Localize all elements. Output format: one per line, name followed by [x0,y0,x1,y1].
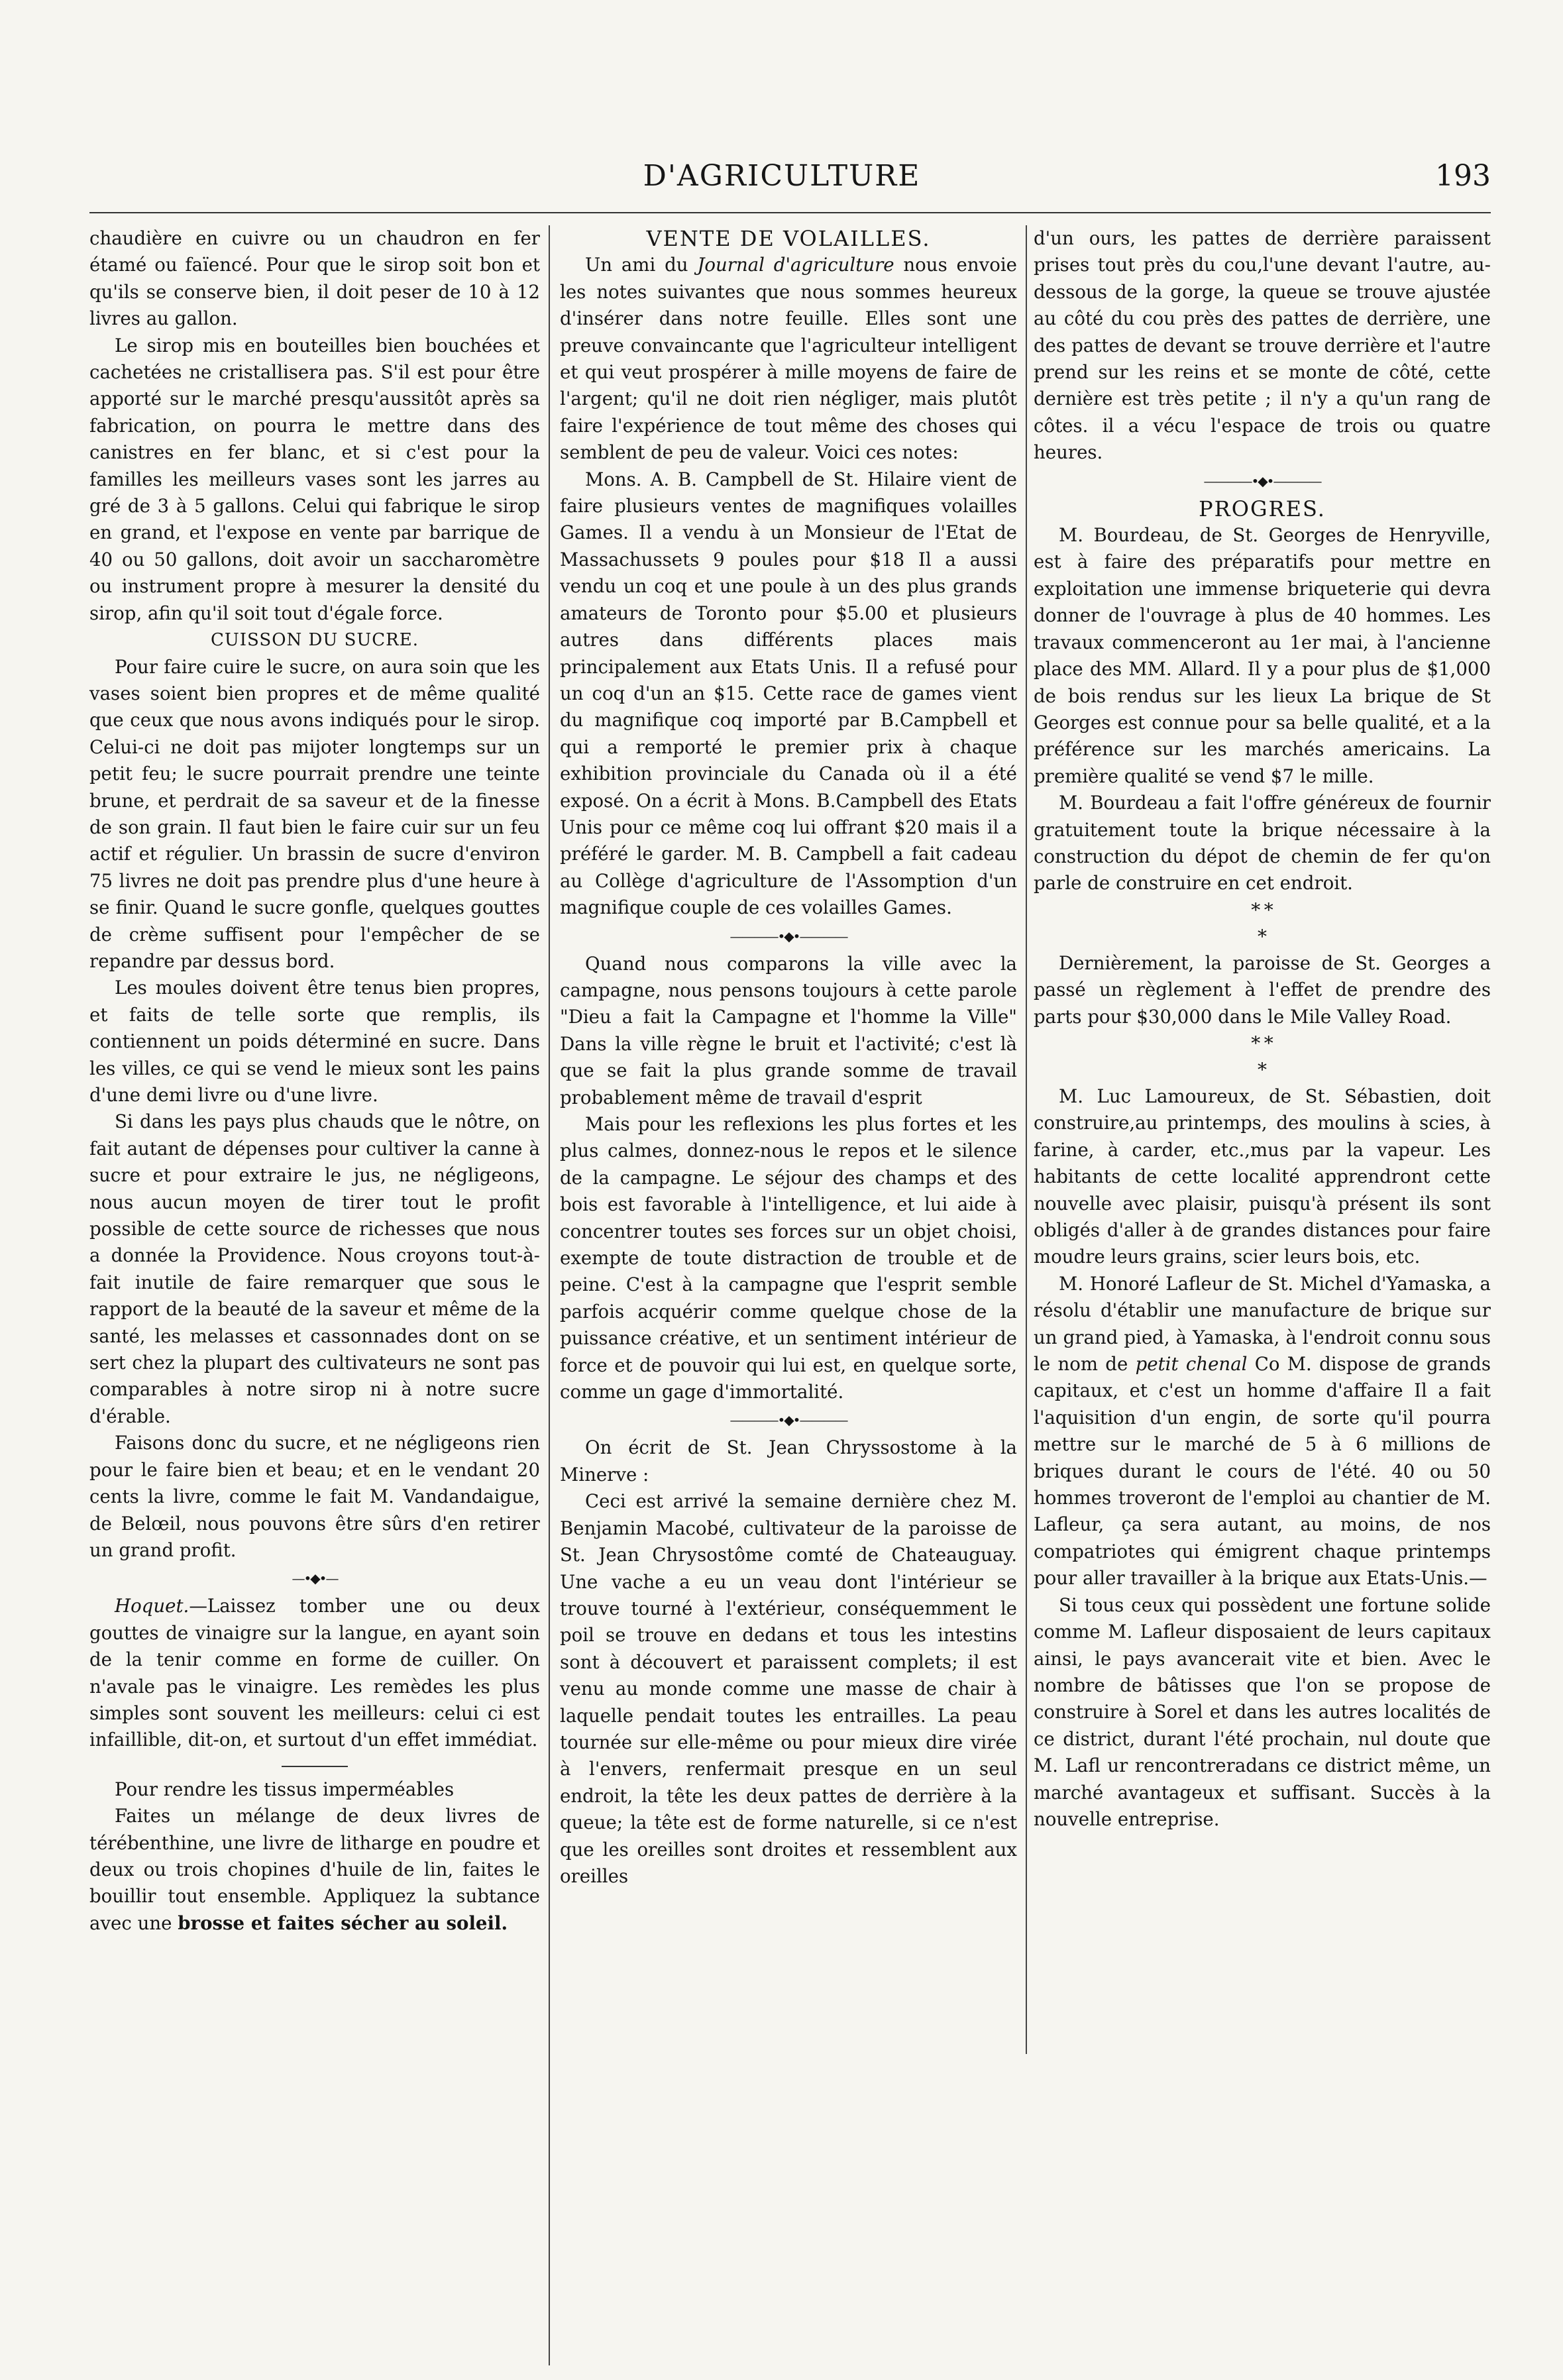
paragraph: Le sirop mis en bouteilles bien bouchées et cachetées ne cristallisera pas. S'il est pour être apporté sur le marché presqu'aussitôt après sa fabrication, on pourra le mettre dans des canistres en fer blanc, et si c'est pour la familles les meilleurs vases sont les jarres au gré de 3 à 5 gallons. Celui qui fabrique le sirop en grand, et l'expose en vente par barrique de 40 ou 50 gallons, doit avoir un saccharomètre ou instrument propre à mesurer la densité du sirop, afin qu'il soit tout d'égale force. [89,334,540,624]
ornament-separator: ————•◆•———— [729,928,847,944]
column-divider-1 [549,225,550,2365]
paragraph [560,252,1017,466]
page-header [73,159,1491,199]
paragraph: On écrit de St. Jean Chryssostome à la Minerve : [560,1436,1017,1486]
paragraph: Mons. A. B. Campbell de St. Hilaire vient de faire plusieurs ventes de magnifiques volailles Games. Il a vendu à un Monsieur de l'Etat de Massachussets 9 poules pour $18 Il a aussi vendu un coq et une poule à un des plus grands amateurs de Toronto pour $5.00 et plusieurs autres dans différents places mais principalement aux Etats Unis. Il a refusé pour un coq d'un an $15. Cette race de games vient du magnifique coq importé par B.Campbell et qui a remporté le premier prix à chaque exhibition provinciale du Canada où il a été exposé. On a écrit à Mons. B.Campbell des Etats Unis pour ce même coq lui offrant $20 mais il a préféré le garder. M. B. Campbell a fait cadeau au Collège d'agriculture de l'Assomption d'un magnifique couple de ces volailles Games. [560,468,1017,919]
hoquet-label: Hoquet. [115,1595,189,1617]
paragraph: M. Luc Lamoureux, de St. Sébastien, doit construire,au printemps, des moulins à scies, à farine, à carder, etc.,mus par la vapeur. Les habitants de cette localité apprendront cette nouvelle avec plaisir, puisqu'à présent ils sont obligés d'aller à de grandes distances pour faire moudre leurs grains, scier leurs bois, etc. [1034,1085,1491,1268]
paragraph: Dernièrement, la paroisse de St. Georges a passé un règlement à l'effet de prendre des parts pour $30,000 dans le Mile Valley Road. [1034,951,1491,1028]
text-run: Faites un mélange de deux livres de térébenthine, une livre de litharge en poudre et deux ou trois chopines d'huile de lin, faites le bouillir tout ensemble. Appliquez la subtance avec une [89,1805,540,1934]
ornament-separator: ————•◆•———— [729,1412,847,1429]
section-heading: VENTE DE VOLAILLES. [646,226,931,251]
paragraph: Quand nous comparons la ville avec la campagne, nous pensons toujours à cette parole "Dieu a fait la Campagne et l'homme la Ville" Dans la ville règne le bruit et l'activité; c'est là que se fait la plus grande somme de travail probablement même de travail d'esprit [560,952,1017,1109]
hoquet-text: —Laissez tomber une ou deux gouttes de vinaigre sur la langue, en ayant soin de la tenir comme en forme de cuiller. On n'avale pas le vinaigre. Les remèdes les plus simples sont souvent les meilleurs: celui ci est infaillible, dit-on, et surtout d'un effet immédiat. [89,1595,540,1751]
paragraph: Faisons donc du sucre, et ne négligeons rien pour le faire bien et beau; et en le vendant 20 cents la livre, comme le fait M. Vandandaigue, de Belœil, nous pouvons être sûrs d'en retirer un grand profit. [89,1432,540,1561]
paragraph: Mais pour les reflexions les plus fortes et les plus calmes, donnez-nous le repos et le silence de la campagne. Le séjour des champs et des bois est favorable à l'intelligence, et lui aide à concentrer toutes ses forces sur un objet choisi, exempte de toute distraction de trouble et de peine. C'est à la campagne que l'esprit semble parfois acquérir comme quelque chose de la puissance créative, et un sentiment intérieur de force et de pouvoir qui lui est, en quelque sorte, comme un gage d'immortalité. [560,1113,1017,1403]
paragraph: Les moules doivent être tenus bien propres, et faits de telle sorte que remplis, ils contiennent un poids déterminé en sucre. Dans les villes, ce qui se vend le mieux sont les pains d'une demi livre ou d'une livre. [89,977,540,1106]
paragraph [89,1593,540,1753]
place-name: petit chenal [1135,1353,1248,1376]
paragraph [1034,1271,1491,1592]
header-rule [89,212,1491,213]
column-3 [1034,225,1491,1833]
short-rule [282,1766,348,1767]
ornament-separator: ————•◆•———— [1203,472,1321,489]
paragraph: Pour rendre les tissus imperméables [115,1778,455,1800]
paragraph: Si tous ceux qui possèdent une fortune solide comme M. Lafleur disposaient de leurs capitaux ainsi, le pays avancerait vite et bien. Avec le nombre de bâtisses que l'on se propose de construire à Sorel et dans les autres localités de ce district, durant l'été prochain, nul doute que M. Lafl ur rencontreradans ce district même, un marché avantageux et suffisant. Succès à la nouvelle entreprise. [1034,1594,1491,1830]
journal-name: Journal d'agriculture [697,254,894,276]
asterism: * * * [1251,898,1273,947]
column-2 [560,225,1017,1890]
section-heading: CUISSON DU SUCRE. [210,630,419,651]
text-run: nous envoie les notes suivantes que nous sommes heureux d'insérer dans notre feuille. Elles sont une preuve convaincante que l'agriculteur intelligent et qui veut prospérer à mille moyens de faire de l'argent; qu'il ne doit rien négliger, mais plutôt faire l'expérience de tout même des choses qui semblent de peu de valeur. Voici ces notes: [560,254,1017,464]
section-heading: PROGRES. [1199,496,1326,521]
bold-text: brosse et faites sécher au soleil. [178,1912,508,1934]
paragraph: Pour faire cuire le sucre, on aura soin que les vases soient bien propres et de même qualité que ceux que nous avons indiqués pour le sirop. Celui-ci ne doit pas mijoter longtemps sur un petit feu; le sucre pourrait prendre une teinte brune, et perdrait de sa saveur et de la finesse de son grain. Il faut bien le faire cuir sur un feu actif et régulier. Un brassin de sucre d'environ 75 livres ne doit pas prendre plus d'une heure à se finir. Quand le sucre gonfle, quelques gouttes de crème suffisent pour l'empêcher de se repandre par dessus bord. [89,655,540,972]
running-title: D'AGRICULTURE [643,159,921,193]
paragraph: d'un ours, les pattes de derrière paraissent prises tout près du cou,l'une devant l'autre, au-dessous de la gorge, la queue se trouve ajustée au côté du cou près des pattes de derrière, une des pattes de devant se trouve derrière et l'autre prend sur les reins et se monte de côté, cette dernière est très petite ; il n'y a qu'un rang de côtes. il a vécu l'espace de trois ou quatre heures. [1034,227,1491,464]
column-divider-2 [1026,225,1027,2054]
paragraph: chaudière en cuivre ou un chaudron en fer étamé ou faïencé. Pour que le sirop soit bon et qu'ils se conserve bien, il doit peser de 10 à 12 livres au gallon. [89,227,540,330]
text-run: M. Honoré Lafleur de St. Michel d'Yamaska, a résolu d'établir une manufacture de brique sur un grand pied, à Yamaska, à l'endroit connu sous le nom de [1034,1272,1491,1376]
paragraph [89,1803,540,1937]
text-run: Un ami du [585,254,698,276]
asterism: * * * [1251,1032,1273,1081]
paragraph: M. Bourdeau, de St. Georges de Henryville, est à faire des préparatifs pour mettre en exploitation une immense briqueterie qui devra donner de l'ouvrage à plus de 40 hommes. Les travaux commenceront au 1er mai, à l'ancienne place des MM. Allard. Il y a pour plus de $1,000 de bois rendus sur les lieux La brique de St Georges est connue pour sa belle qualité, et a la préférence sur les marchés americains. La première qualité se vend $7 le mille. [1034,524,1491,787]
paragraph: Si dans les pays plus chauds que le nôtre, on fait autant de dépenses pour cultiver la canne à sucre et pour extraire le jus, ne négligeons, nous aucun moyen de tirer tout le profit possible de cette source de richesses que nous a donnée la Providence. Nous croyons tout-à-fait inutile de faire remarquer que sous le rapport de la beauté de la saveur et même de la santé, les melasses et cassonnades dont on se sert chez la plupart des cultivateurs ne sont pas comparables à notre sirop ni à notre sucre d'érable. [89,1110,540,1427]
page-number: 193 [1435,159,1491,193]
column-1 [89,225,540,1937]
ornament-separator: —•◆•— [292,1570,338,1587]
paragraph: Ceci est arrivé la semaine dernière chez M. Benjamin Macobé, cultivateur de la paroisse de St. Jean Chrysostôme comté de Chateauguay. Une vache a eu un veau dont l'intérieur se trouve tourné à l'extérieur, conséquemment le poil se trouve en dedans et tous les intestins sont à découvert et paraissent complets; il est venu au monde comme une masse de chair à laquelle pendait toutes les entrailles. La peau tournée sur elle-même ou pour mieux dire virée à l'envers, renfermait presque en un seul endroit, la tête les deux pattes de derrière à la queue; la tête est de forme naturelle, si ce n'est que les oreilles sont droites et ressemblent aux oreilles [560,1490,1017,1887]
text-run: Co M. dispose de grands capitaux, et c'est un homme d'affaire Il a fait l'aquisition d'un engin, de sorte qu'il pourra mettre sur le marché de 5 à 6 millions de briques durant le cours de l'été. 40 ou 50 hommes troveront de l'emploi au chantier de M. Lafleur, ça sera autant, au moins, de nos compatriotes qui émigrent chaque printemps pour aller travailler à la brique aux Etats-Unis.— [1034,1353,1491,1590]
paragraph: M. Bourdeau a fait l'offre généreux de fournir gratuitement toute la brique nécessaire à la construction du dépot de chemin de fer qu'on parle de construire en cet endroit. [1034,792,1491,894]
